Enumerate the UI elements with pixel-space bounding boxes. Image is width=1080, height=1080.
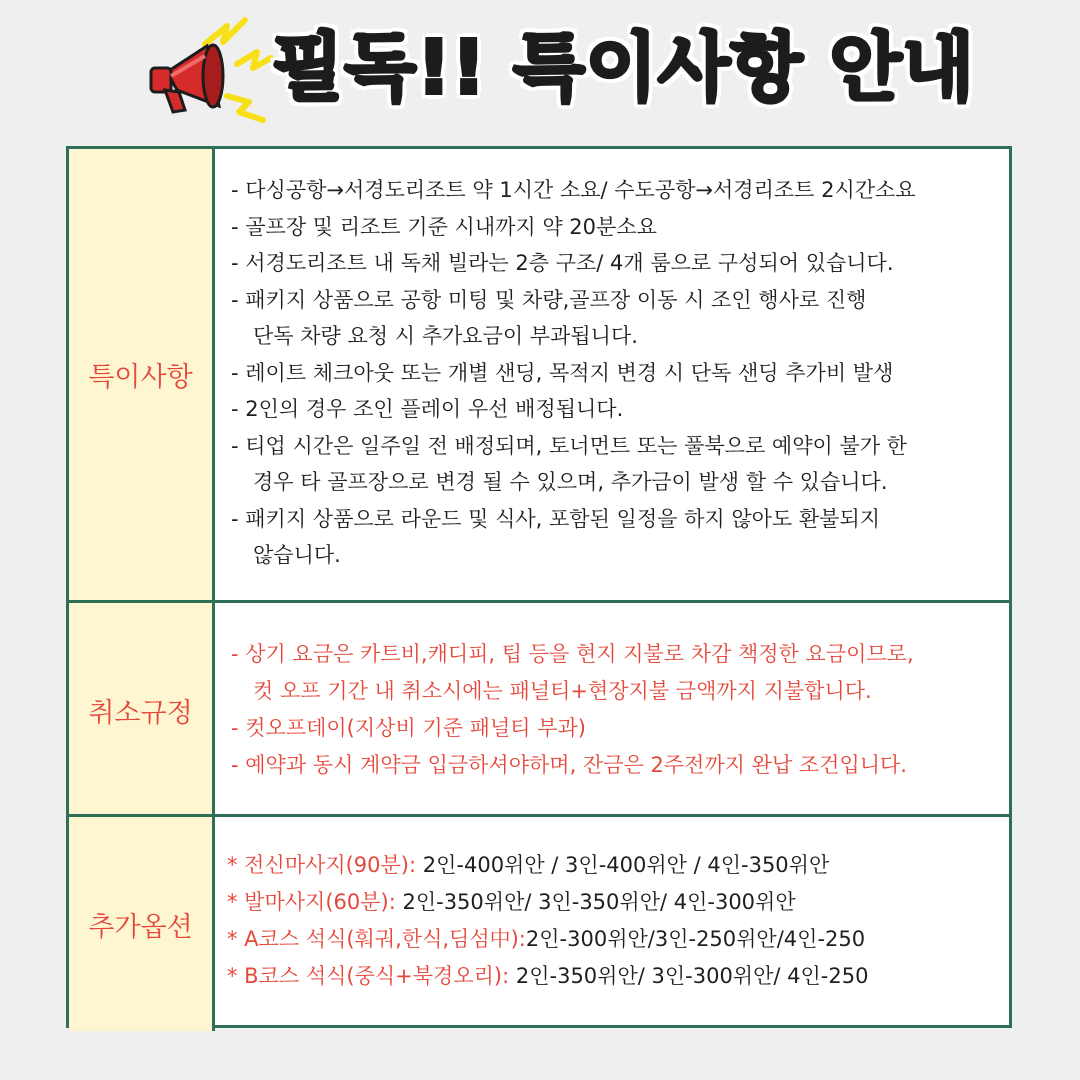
notes-line: - 레이트 체크아웃 또는 개별 샌딩, 목적지 변경 시 단독 샌딩 추가비 발생 [231, 360, 894, 385]
option-name: * A코스 석식(훠궈,한식,딤섬中): [227, 927, 526, 951]
cancellation-label: 취소규정 [69, 603, 215, 817]
cancellation-line: 컷 오프 기간 내 취소시에는 패널티+현장지불 금액까지 지불합니다. [253, 679, 872, 703]
option-price: 2인-300위안/3인-250위안/4인-250 [525, 927, 866, 951]
cancellation-line: - 예약과 동시 계약금 입금하셔야하며, 잔금은 2주전까지 완납 조건입니다. [231, 753, 907, 777]
cancellation-line: - 상기 요금은 카트비,캐디피, 팁 등을 현지 지불로 차감 책정한 요금이므로, [231, 642, 914, 666]
notes-label: 특이사항 [69, 149, 215, 600]
header [0, 0, 1080, 140]
page-title: 필독!! 특이사항 안내 [272, 25, 975, 111]
option-item [227, 921, 1009, 958]
cancellation-content [215, 603, 1009, 817]
cancellation-line: - 컷오프데이(지상비 기준 패널티 부과) [231, 716, 586, 740]
megaphone-icon [145, 12, 275, 127]
option-price: 2인-400위안 / 3인-400위안 / 4인-350위안 [416, 853, 830, 877]
notes-line: 단독 차량 요청 시 추가요금이 부과됩니다. [253, 324, 638, 348]
notes-line: - 티업 시간은 일주일 전 배정되며, 토너먼트 또는 풀북으로 예약이 불가 한 [231, 433, 907, 458]
option-name: * B코스 석식(중식+북경오리): [227, 964, 510, 988]
option-item [227, 958, 1009, 995]
option-item [227, 847, 1009, 884]
notes-line: - 서경도리조트 내 독채 빌라는 2층 구조/ 4개 룸으로 구성되어 있습니다. [231, 251, 894, 275]
option-name: * 전신마사지(90분): [227, 853, 417, 877]
notes-line: 경우 타 골프장으로 변경 될 수 있으며, 추가금이 발생 할 수 있습니다. [253, 470, 888, 494]
notes-line: - 2인의 경우 조인 플레이 우선 배정됩니다. [231, 397, 624, 421]
notes-line: - 패키지 상품으로 공항 미팅 및 차량,골프장 이동 시 조인 행사로 진행 [231, 287, 867, 312]
cancellation-row [69, 600, 1009, 817]
notes-row [69, 149, 1009, 600]
option-price: 2인-350위안/ 3인-350위안/ 4인-300위안 [395, 890, 796, 914]
option-name: * 발마사지(60분): [227, 890, 396, 914]
options-label: 추가옵션 [69, 817, 215, 1031]
notes-content [215, 149, 1009, 600]
notes-line: - 골프장 및 리조트 기준 시내까지 약 20분소요 [231, 214, 657, 239]
notes-line: 않습니다. [253, 543, 341, 567]
option-price: 2인-350위안/ 3인-300위안/ 4인-250 [509, 964, 869, 988]
option-item [227, 884, 1009, 921]
notes-line: - 다싱공항→서경도리조트 약 1시간 소요/ 수도공항→서경리조트 2시간소요 [231, 178, 916, 202]
options-content [215, 817, 1009, 1031]
notes-line: - 패키지 상품으로 라운드 및 식사, 포함된 일정을 하지 않아도 환불되지 [231, 506, 881, 531]
info-table [66, 146, 1012, 1028]
options-row [69, 814, 1009, 1031]
